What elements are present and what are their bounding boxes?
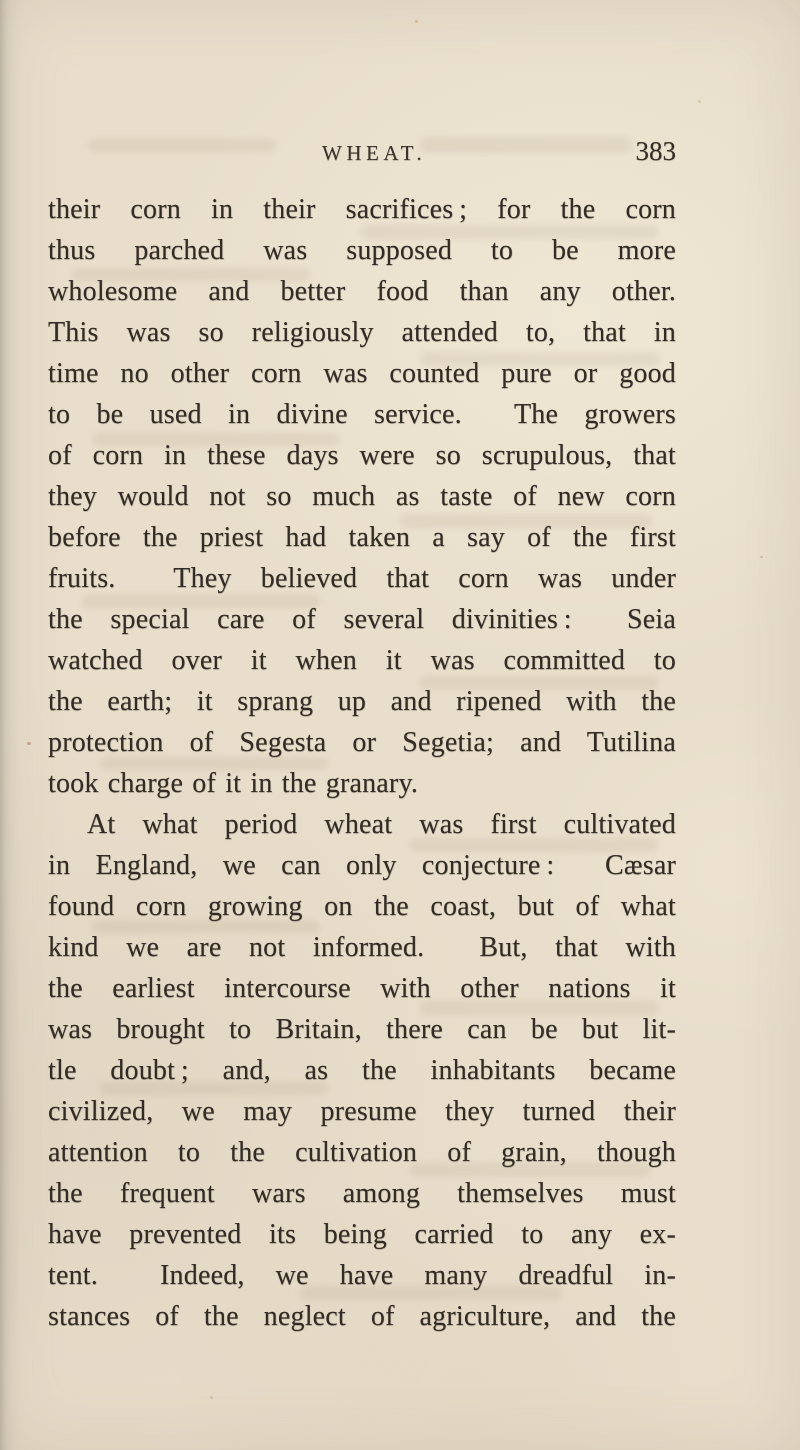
text-line: their corn in their sacrifices ; for the corn — [48, 194, 676, 225]
text-line: to be used in divine service. The growers — [48, 399, 676, 430]
text-line: the frequent wars among themselves must — [48, 1178, 676, 1209]
text-line: was brought to Britain, there can be but lit- — [48, 1014, 676, 1045]
text-line: the special care of several divinities : Seia — [48, 604, 676, 635]
text-line: attention to the cultivation of grain, though — [48, 1137, 676, 1168]
text-line: before the priest had taken a say of the first — [48, 522, 676, 553]
text-line: found corn growing on the coast, but of what — [48, 891, 676, 922]
text-line: This was so religiously attended to, that in — [48, 317, 676, 348]
text-line: took charge of it in the granary. — [48, 768, 419, 799]
text-line: the earliest intercourse with other nations it — [48, 973, 676, 1004]
text-line: kind we are not informed. But, that with — [48, 932, 676, 963]
text-line: stances of the neglect of agriculture, and the — [48, 1301, 676, 1332]
text-line: tent. Indeed, we have many dreadful in- — [48, 1260, 676, 1291]
paper-speck — [27, 742, 31, 745]
running-title: WHEAT. — [322, 141, 427, 165]
page-number: 383 — [635, 136, 676, 166]
text-line: tle doubt ; and, as the inhabitants became — [48, 1055, 676, 1086]
text-line: fruits. They believed that corn was under — [48, 563, 676, 594]
text-line: wholesome and better food than any other. — [48, 276, 676, 307]
paper-speck — [210, 1396, 213, 1399]
paper-speck — [760, 556, 763, 558]
text-line: the earth; it sprang up and ripened with the — [48, 686, 676, 717]
text-line: time no other corn was counted pure or good — [48, 358, 676, 389]
paper-speck — [698, 100, 701, 103]
text-line: they would not so much as taste of new corn — [48, 481, 676, 512]
text-line: thus parched was supposed to be more — [48, 235, 676, 266]
text-line: in England, we can only conjecture : Cæsar — [48, 850, 676, 881]
text-column — [48, 189, 676, 1337]
paragraph-1 — [48, 189, 676, 804]
text-line: watched over it when it was committed to — [48, 645, 676, 676]
paragraph-2 — [48, 804, 676, 1337]
text-line: of corn in these days were so scrupulous, that — [48, 440, 676, 471]
text-line: civilized, we may presume they turned their — [48, 1096, 676, 1127]
text-line: At what period wheat was first cultivated — [87, 809, 676, 840]
text-line: protection of Segesta or Segetia; and Tutilina — [48, 727, 676, 758]
text-line: have prevented its being carried to any ex- — [48, 1219, 676, 1250]
running-head — [48, 0, 676, 180]
